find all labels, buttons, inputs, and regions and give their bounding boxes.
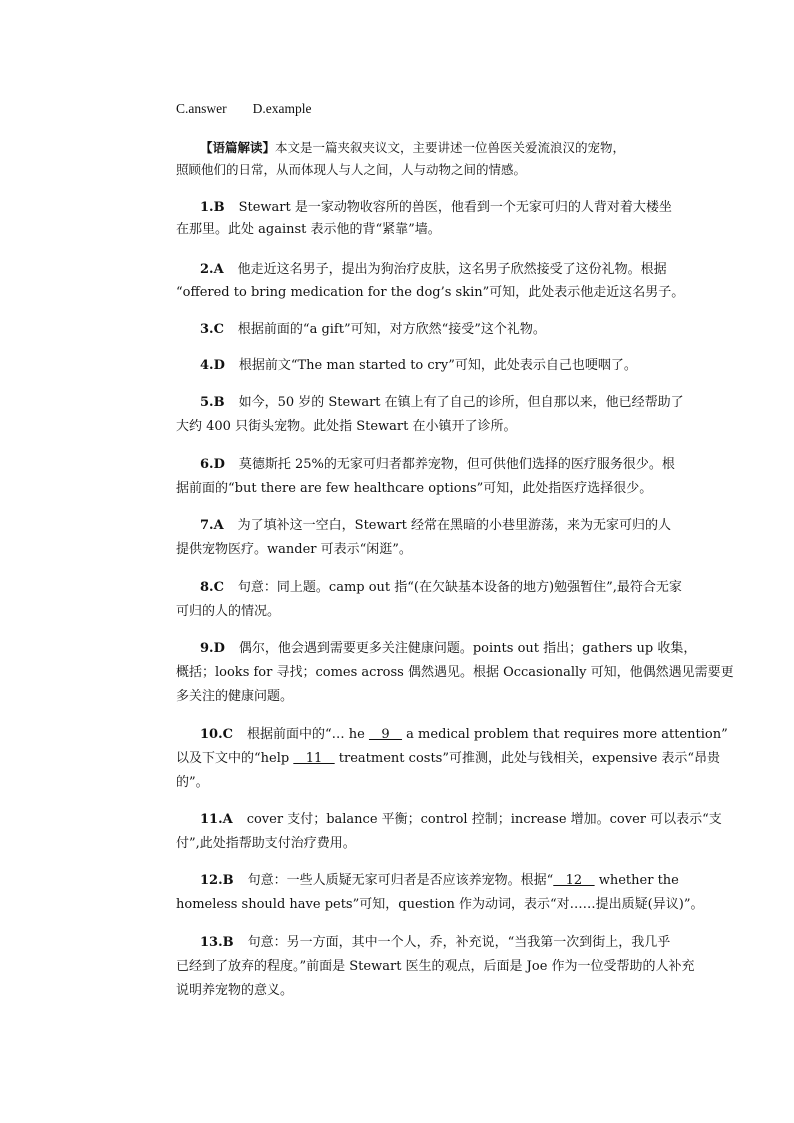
answer-6-line-1	[200, 457, 794, 473]
blank-11: 11	[293, 751, 335, 766]
answer-9-text-1: 偶尔，他会遇到需要更多关注健康问题。points out 指出；gathers up 收集，	[238, 641, 697, 656]
answer-9-line-3: 多关注的健康问题。	[176, 689, 294, 704]
answer-6-text-1: 莫德斯托 25%的无家可归者都养宠物，但可供他们选择的医疗服务很少。根	[238, 457, 675, 472]
answer-9-line-2: 概括；looks for 寻找；comes across 偶然遇见。根据 Occasionally 可知，他偶然遇见需要更	[176, 665, 734, 680]
answer-2-text-1: 他走近这名男子，提出为狗治疗皮肤，这名男子欣然接受了这份礼物。根据	[237, 262, 667, 277]
answer-7-number: 7.A	[200, 518, 224, 533]
blank-12: 12	[553, 873, 595, 888]
answer-4-text-1: 根据前文“The man started to cry”可知，此处表示自己也哽咽了。	[238, 358, 637, 373]
answer-5-line-1	[200, 395, 794, 411]
answer-10-line-1	[200, 727, 794, 743]
answer-8-line-1	[200, 580, 794, 596]
answer-7-line-2: 提供宠物医疗。wander 可表示“闲逛”。	[176, 542, 412, 557]
answer-11-line-2: 付”,此处指帮助支付治疗费用。	[176, 836, 356, 851]
answer-12-text-1a: 句意：一些人质疑无家可归者是否应该养宠物。根据“	[247, 873, 554, 888]
answer-5-number: 5.B	[200, 395, 225, 410]
answer-13-line-2: 已经到了放弃的程度。”前面是 Stewart 医生的观点，后面是 Joe 作为一位受帮助的人补充	[176, 959, 695, 974]
answer-11-line-1	[200, 812, 794, 828]
answer-13-number: 13.B	[200, 935, 234, 950]
answer-1-line-1	[200, 200, 794, 216]
intro-line-2: 照顾他们的日常，从而体现人与人之间，人与动物之间的情感。	[176, 162, 527, 177]
blank-9: 9	[368, 727, 403, 742]
answer-2-line-2: “offered to bring medication for the dog’s skin”可知，此处表示他走近这名男子。	[176, 285, 685, 300]
answer-8-number: 8.C	[200, 580, 224, 595]
answer-8-text-1: 句意：同上题。camp out 指“(在欠缺基本设备的地方)勉强暂住”,最符合无家	[237, 580, 682, 595]
answer-2-line-1	[200, 262, 794, 278]
answer-10-text-2a: 以及下文中的“help	[176, 751, 294, 766]
answer-10-text-1b: a medical problem that requires more attention”	[402, 727, 728, 742]
answer-10-line-2	[176, 751, 794, 767]
answer-12-line-1	[200, 873, 794, 889]
answer-2-number: 2.A	[200, 262, 224, 277]
answer-9-number: 9.D	[200, 641, 225, 656]
answer-7-text-1: 为了填补这一空白，Stewart 经常在黑暗的小巷里游荡，来为无家可归的人	[237, 518, 671, 533]
answer-13-line-3: 说明养宠物的意义。	[176, 983, 294, 998]
answer-10-number: 10.C	[200, 727, 233, 742]
answer-3-line-1	[200, 322, 794, 338]
answer-10-line-3: 的”。	[176, 775, 209, 790]
option-c: C.answer	[176, 101, 227, 116]
answer-6-number: 6.D	[200, 457, 225, 472]
option-d: D.example	[252, 101, 312, 116]
answer-12-number: 12.B	[200, 873, 234, 888]
intro-line-1	[200, 140, 794, 156]
answer-4-number: 4.D	[200, 358, 225, 373]
answer-8-line-2: 可归的人的情况。	[176, 604, 281, 619]
answer-1-text-1: Stewart 是一家动物收容所的兽医，他看到一个无家可归的人背对着大楼坐	[238, 200, 672, 215]
answer-12-text-1b: whether the	[594, 873, 679, 888]
answer-3-number: 3.C	[200, 322, 224, 337]
answer-6-line-2: 据前面的“but there are few healthcare options”可知，此处指医疗选择很少。	[176, 481, 653, 496]
options-row	[176, 101, 794, 117]
answer-3-text-1: 根据前面的“a gift”可知，对方欣然“接受”这个礼物。	[237, 322, 546, 337]
intro-text-1: 本文是一篇夹叙夹议文，主要讲述一位兽医关爱流浪汉的宠物，	[275, 140, 626, 155]
answer-7-line-1	[200, 518, 794, 534]
answer-9-line-1	[200, 641, 794, 657]
answer-10-text-1a: 根据前面中的“… he	[246, 727, 369, 742]
intro-tag: 【语篇解读】	[200, 140, 276, 155]
answer-11-number: 11.A	[200, 812, 233, 827]
answer-4-line-1	[200, 358, 794, 374]
answer-1-number: 1.B	[200, 200, 225, 215]
answer-12-line-2: homeless should have pets”可知，question 作为动词，表示“对……提出质疑(异议)”。	[176, 897, 704, 912]
answer-13-text-1: 句意：另一方面，其中一个人，乔，补充说，“当我第一次到街上，我几乎	[247, 935, 671, 950]
answer-10-text-2b: treatment costs”可推测，此处与钱相关，expensive 表示“昂贵	[334, 751, 721, 766]
answer-5-text-1: 如今，50 岁的 Stewart 在镇上有了自己的诊所，但自那以来，他已经帮助了	[238, 395, 684, 410]
answer-5-line-2: 大约 400 只街头宠物。此处指 Stewart 在小镇开了诊所。	[176, 419, 517, 434]
answer-13-line-1	[200, 935, 794, 951]
answer-11-text-1: cover 支付；balance 平衡；control 控制；increase 增加。cover 可以表示“支	[246, 812, 722, 827]
answer-1-line-2: 在那里。此处 against 表示他的背“紧靠”墙。	[176, 222, 441, 237]
